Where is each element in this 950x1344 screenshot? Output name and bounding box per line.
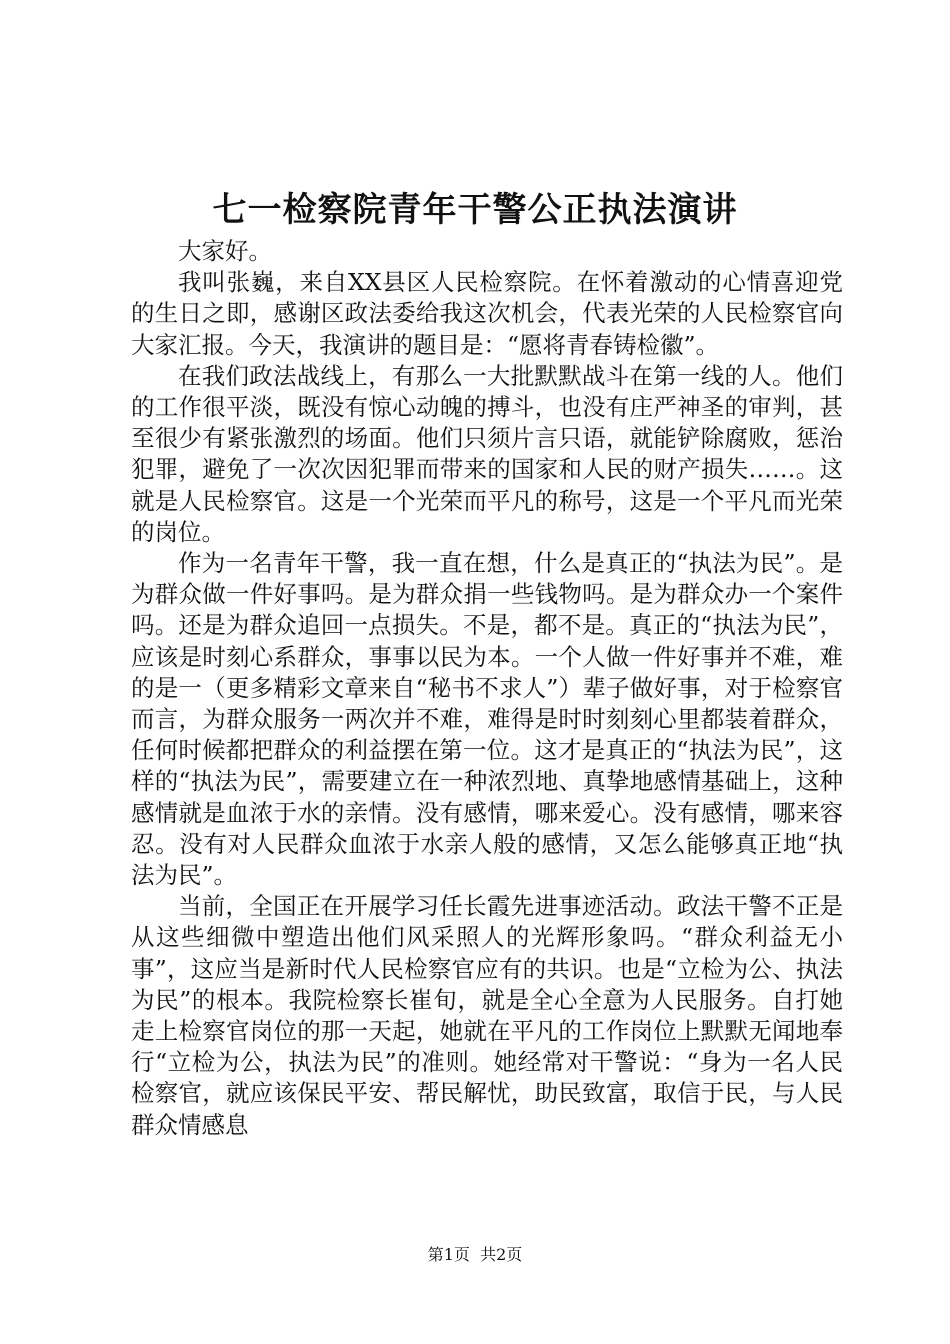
document-title: 七一检察院青年干警公正执法演讲 [212, 190, 738, 230]
document-body [131, 236, 843, 1141]
paragraph-law-for-people: 作为一名青年干警，我一直在想，什么是真正的“执法为民”。是为群众做一件好事吗。是为群众捐一些钱物吗。是为群众办一个案件吗。还是为群众追回一点损失。不是，都不是。真正的“执法为民”，应该是时刻心系群众，事事以民为本。一个人做一件好事并不难，难的是一（更多精彩文章来自“秘书不求人”）辈子做好事，对于检察官而言，为群众服务一两次并不难，难得是时时刻刻心里都装着群众，任何时候都把群众的利益摆在第一位。这才是真正的“执法为民”，这样的“执法为民”，需要建立在一种浓烈地、真挚地感情基础上，这种感情就是血浓于水的亲情。没有感情，哪来爱心。没有感情，哪来容忍。没有对人民群众血浓于水亲人般的感情，又怎么能够真正地“执法为民”。 [131, 549, 843, 890]
paragraph-example: 当前，全国正在开展学习任长霞先进事迹活动。政法干警不正是从这些细微中塑造出他们风采照人的光辉形象吗。“群众利益无小事”，这应当是新时代人民检察官应有的共识。也是“立检为公、执法为民”的根本。我院检察长崔旬，就是全心全意为人民服务。自打她走上检察官岗位的那一天起，她就在平凡的工作岗位上默默无闻地奉行“立检为公，执法为民”的准则。她经常对干警说：“身为一名人民检察官，就应该保民平安、帮民解忧，助民致富，取信于民，与人民群众情感息 [131, 892, 843, 1139]
page-number-footer: 第1页 共2页 [427, 1245, 523, 1264]
paragraph-greeting: 大家好。 [178, 237, 272, 265]
paragraph-introduction: 我叫张巍，来自XX县区人民检察院。在怀着激动的心情喜迎党的生日之即，感谢区政法委给我这次机会，代表光荣的人民检察官向大家汇报。今天，我演讲的题目是：“愿将青春铸检徽”。 [131, 268, 843, 359]
paragraph-procurator-role: 在我们政法战线上，有那么一大批默默战斗在第一线的人。他们的工作很平淡，既没有惊心动魄的搏斗，也没有庄严神圣的审判，甚至很少有紧张激烈的场面。他们只须片言只语，就能铲除腐败，惩治犯罪，避免了一次次因犯罪而带来的国家和人民的财产损失……。这就是人民检察官。这是一个光荣而平凡的称号，这是一个平凡而光荣的岗位。 [131, 361, 843, 546]
